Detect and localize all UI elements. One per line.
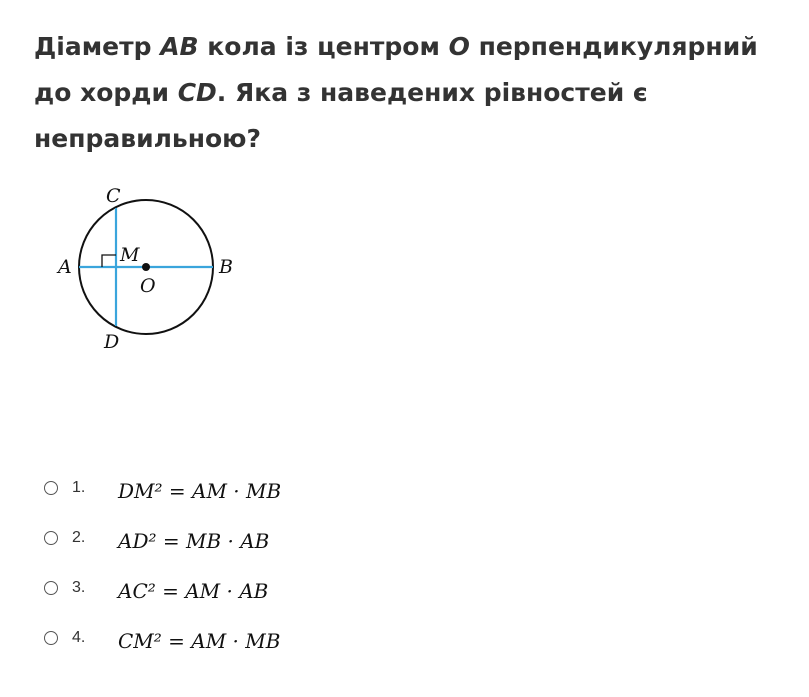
question-var-o: O — [448, 32, 470, 61]
question-var-ab: AB — [160, 32, 199, 61]
option-formula: DM² = AM · MB — [118, 479, 282, 503]
option-number: 3. — [72, 579, 86, 596]
geometry-figure — [50, 180, 250, 355]
option-4[interactable] — [44, 613, 444, 663]
option-formula: AC² = AM · AB — [118, 579, 269, 603]
label-m: M — [120, 244, 140, 266]
question-part-1: Діаметр — [34, 32, 161, 61]
label-a: A — [58, 256, 72, 278]
center-point — [142, 263, 150, 271]
right-angle-mark — [102, 255, 116, 267]
label-d: D — [104, 331, 120, 353]
option-2[interactable] — [44, 513, 444, 563]
option-3[interactable] — [44, 563, 444, 613]
question-part-3: перпендикулярний до хорди — [34, 32, 758, 107]
option-number: 1. — [72, 479, 86, 496]
label-o: O — [140, 275, 156, 297]
radio-button[interactable] — [44, 531, 58, 545]
question-var-cd: CD — [177, 78, 217, 107]
question-text — [34, 24, 784, 162]
label-c: C — [106, 185, 121, 207]
question-part-4: . Яка з наведених рівностей є неправильною? — [34, 78, 648, 153]
option-1[interactable] — [44, 463, 444, 513]
radio-button[interactable] — [44, 581, 58, 595]
answer-options — [44, 463, 444, 663]
option-number: 4. — [72, 629, 86, 646]
option-formula: AD² = MB · AB — [118, 529, 270, 553]
radio-button[interactable] — [44, 481, 58, 495]
option-number: 2. — [72, 529, 86, 546]
option-formula: CM² = AM · MB — [118, 629, 281, 653]
question-part-2: кола із центром — [198, 32, 449, 61]
label-b: B — [219, 256, 233, 278]
radio-button[interactable] — [44, 631, 58, 645]
